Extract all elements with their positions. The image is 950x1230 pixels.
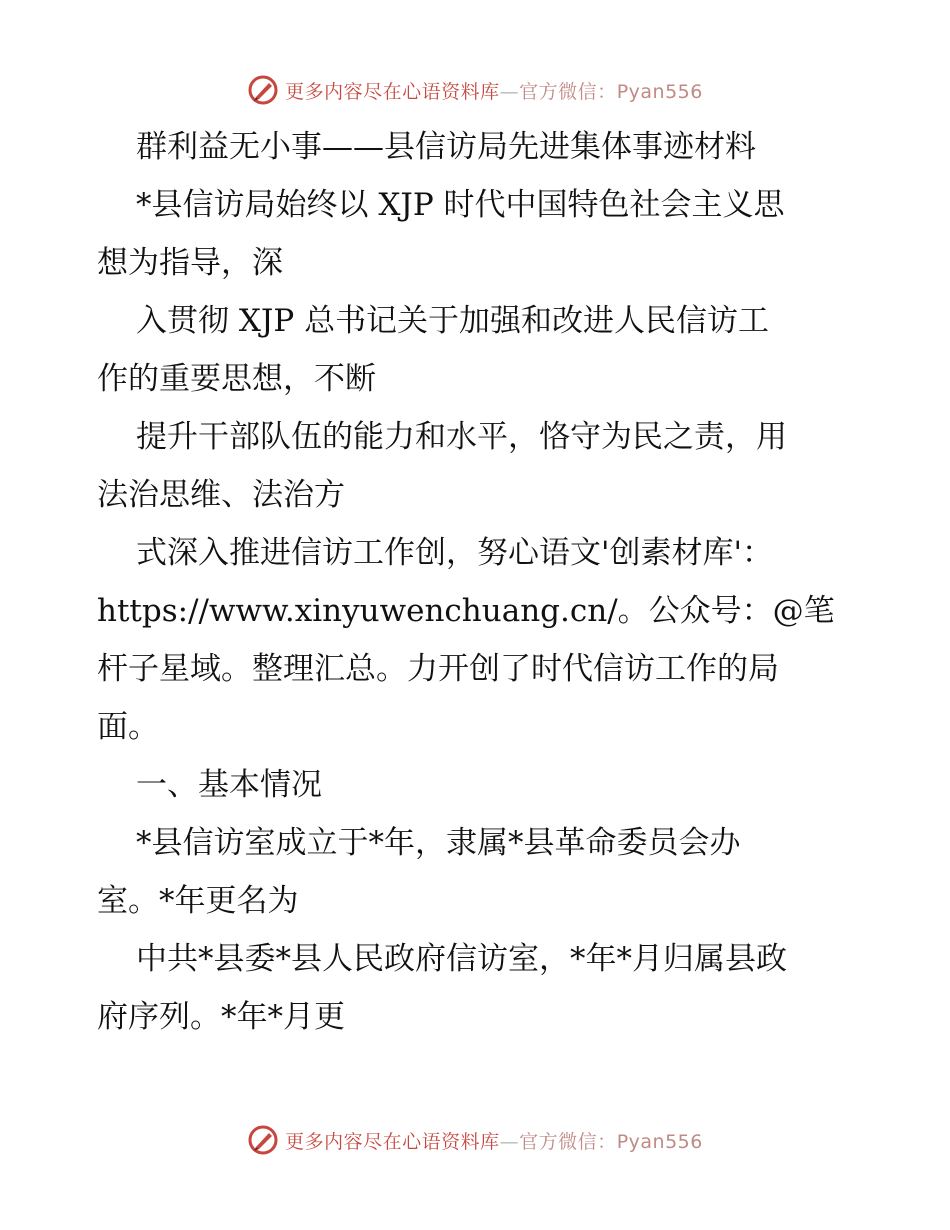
- paragraph-line: 作的重要思想，不断: [97, 361, 376, 397]
- watermark-brand: 更多内容尽在心语资料库: [285, 1130, 500, 1153]
- watermark-wechat-label: 官方微信：: [519, 80, 617, 103]
- paragraph-line-url: https://www.xinyuwenchuang.cn/。公众号：@笔: [97, 593, 835, 629]
- paragraph-line: 提升干部队伍的能力和水平，恪守为民之责，用: [136, 419, 787, 455]
- section-heading: 一、基本情况: [136, 767, 322, 803]
- header-watermark-banner: [0, 70, 950, 110]
- document-title-line: 群利益无小事——县信访局先进集体事迹材料: [136, 129, 756, 165]
- watermark-wechat-label: 官方微信：: [519, 1130, 617, 1153]
- paragraph-line: 府序列。*年*月更: [97, 999, 345, 1035]
- paragraph-line: 想为指导，深: [97, 245, 283, 281]
- brush-pen-logo-icon: [247, 74, 279, 106]
- brush-pen-logo-icon: [247, 1124, 279, 1156]
- watermark-separator: —: [499, 80, 520, 103]
- watermark-separator: —: [499, 1130, 520, 1153]
- watermark-wechat-id: Pyan556: [616, 1130, 703, 1153]
- watermark-text: [285, 77, 703, 104]
- watermark-text: [285, 1127, 703, 1154]
- watermark-wechat-id: Pyan556: [616, 80, 703, 103]
- paragraph-line: 面。: [97, 709, 159, 745]
- paragraph-line: *县信访室成立于*年，隶属*县革命委员会办: [136, 825, 741, 861]
- watermark-brand: 更多内容尽在心语资料库: [285, 80, 500, 103]
- paragraph-line: 杆子星域。整理汇总。力开创了时代信访工作的局: [97, 651, 779, 687]
- paragraph-line: 中共*县委*县人民政府信访室，*年*月归属县政: [136, 941, 787, 977]
- paragraph-line: 式深入推进信访工作创，努心语文'创素材库'：: [136, 535, 774, 571]
- paragraph-line: 室。*年更名为: [97, 883, 299, 919]
- paragraph-line: *县信访局始终以 XJP 时代中国特色社会主义思: [136, 187, 785, 223]
- document-body: [97, 118, 857, 1046]
- paragraph-line: 入贯彻 XJP 总书记关于加强和改进人民信访工: [136, 303, 770, 339]
- paragraph-line: 法治思维、法治方: [97, 477, 345, 513]
- footer-watermark-banner: [0, 1120, 950, 1160]
